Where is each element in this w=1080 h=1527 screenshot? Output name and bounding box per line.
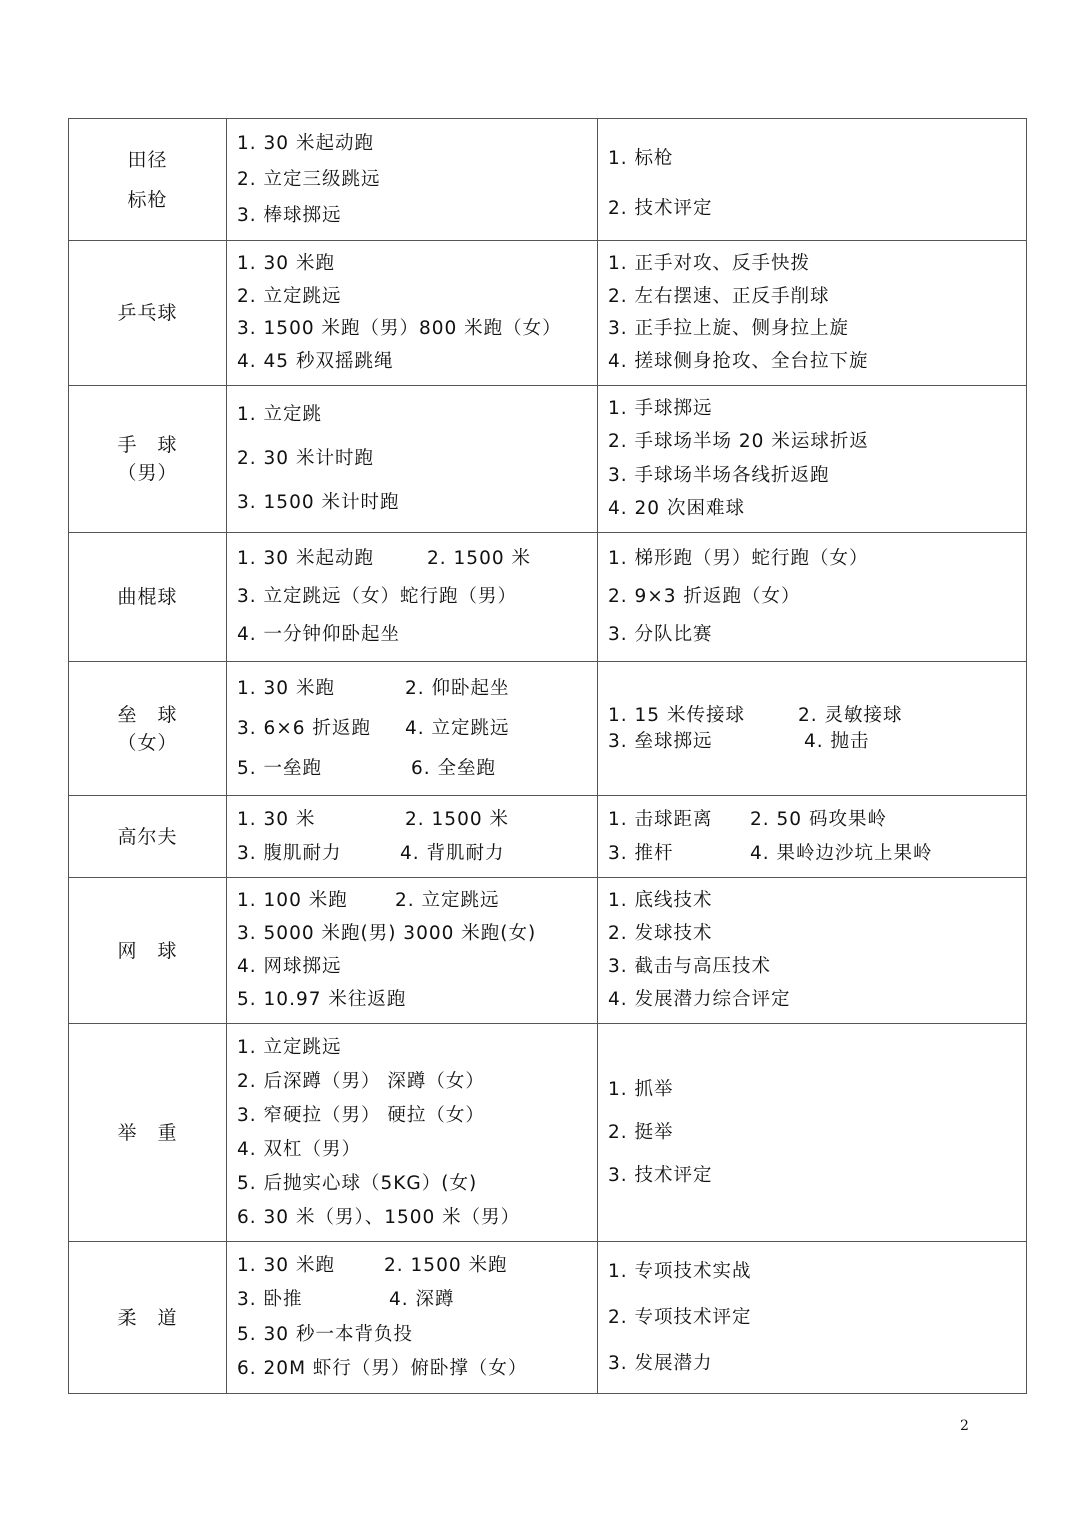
list-item: 6. 全垒跑 [411, 757, 497, 779]
list-item: 1. 手球掷远 [608, 398, 713, 420]
list-item: 1. 专项技术实战 [608, 1260, 752, 1282]
list-item: 2. 发球技术 [608, 923, 713, 944]
list-item: 4. 双杠（男） [237, 1138, 362, 1160]
sport-name: 高尔夫 [117, 825, 178, 848]
table-row [69, 878, 1027, 1024]
general-items-cell [227, 119, 598, 241]
list-item: 2. 1500 米 [405, 808, 509, 830]
list-item: 2. 立定跳远 [395, 890, 500, 911]
specific-items-cell [598, 1242, 1027, 1394]
list-item: 2. 专项技术评定 [608, 1306, 752, 1328]
list-item: 2. 仰卧起坐 [405, 677, 510, 699]
list-item: 2. 灵敏接球 [798, 704, 903, 726]
sport-name: 柔 道 [117, 1306, 178, 1329]
list-item: 1. 抓举 [608, 1078, 674, 1100]
list-item: 1. 正手对攻、反手快拨 [608, 252, 811, 274]
sport-cell [69, 878, 227, 1024]
sport-name: （女） [117, 731, 178, 754]
list-item: 1. 30 米 [237, 808, 316, 830]
specific-items-cell [598, 241, 1027, 386]
list-item-pair [237, 1287, 589, 1313]
table-row [69, 241, 1027, 386]
list-item: 2. 9×3 折返跑（女） [608, 585, 801, 607]
general-items-cell [227, 533, 598, 662]
list-item: 4. 深蹲 [389, 1289, 455, 1311]
list-item-pair [237, 676, 589, 702]
specific-items-cell [598, 662, 1027, 796]
list-item: 2. 50 码攻果岭 [750, 808, 887, 830]
specific-items-cell [598, 878, 1027, 1024]
list-item: 3. 棒球掷远 [237, 204, 342, 226]
list-item-pair [608, 807, 1018, 833]
test-items-table [68, 118, 1027, 1394]
sport-name: 举 重 [117, 1121, 178, 1144]
list-item: 4. 抛击 [804, 730, 870, 752]
list-item: 1. 底线技术 [608, 890, 713, 911]
list-item: 4. 立定跳远 [405, 717, 510, 739]
specific-items-cell [598, 386, 1027, 533]
list-item: 6. 20M 虾行（男）俯卧撑（女） [237, 1358, 528, 1380]
sport-cell [69, 1242, 227, 1394]
list-item: 3. 发展潜力 [608, 1352, 713, 1374]
table-row [69, 119, 1027, 241]
list-item: 2. 挺举 [608, 1121, 674, 1143]
list-item: 3. 6×6 折返跑 [237, 717, 371, 739]
sport-cell [69, 796, 227, 878]
list-item: 3. 立定跳远（女）蛇行跑（男） [237, 585, 518, 607]
table-row [69, 796, 1027, 878]
list-item: 1. 30 米跑 [237, 677, 335, 699]
list-item: 4. 果岭边沙坑上果岭 [750, 842, 933, 864]
general-items-cell [227, 878, 598, 1024]
list-item: 3. 分队比赛 [608, 624, 713, 646]
sport-cell [69, 386, 227, 533]
sport-name: 乒乓球 [117, 302, 178, 324]
list-item: 1. 30 米跑 [237, 252, 335, 274]
list-item: 2. 后深蹲（男） 深蹲（女） [237, 1070, 485, 1092]
list-item-pair [237, 888, 589, 914]
list-item: 4. 网球掷远 [237, 956, 342, 977]
list-item-pair [608, 703, 1018, 729]
list-item: 3. 5000 米跑(男) 3000 米跑(女) [237, 923, 537, 944]
list-item: 3. 手球场半场各线折返跑 [608, 464, 830, 486]
list-item: 3. 腹肌耐力 [237, 842, 342, 864]
list-item: 3. 截击与高压技术 [608, 956, 772, 977]
specific-items-cell [598, 796, 1027, 878]
sport-cell [69, 533, 227, 662]
table-row [69, 1024, 1027, 1242]
general-items-cell [227, 386, 598, 533]
list-item: 4. 45 秒双摇跳绳 [237, 351, 394, 373]
sport-name: 网 球 [117, 939, 178, 962]
list-item-pair [237, 1253, 589, 1279]
specific-items-cell [598, 119, 1027, 241]
specific-items-cell [598, 1024, 1027, 1242]
list-item-pair [237, 716, 589, 742]
sport-cell [69, 662, 227, 796]
list-item: 3. 卧推 [237, 1289, 303, 1311]
page-number: 2 [960, 1418, 969, 1434]
list-item: 1. 30 米起动跑 [237, 547, 374, 569]
table-row [69, 662, 1027, 796]
specific-items-cell [598, 533, 1027, 662]
general-items-cell [227, 1242, 598, 1394]
list-item: 3. 推杆 [608, 842, 674, 864]
general-items-cell [227, 241, 598, 386]
list-item: 1. 100 米跑 [237, 890, 348, 911]
list-item: 3. 垒球掷远 [608, 730, 713, 752]
general-items-cell [227, 662, 598, 796]
list-item: 5. 30 秒一本背负投 [237, 1323, 413, 1345]
sport-cell [69, 241, 227, 386]
list-item: 1. 梯形跑（男）蛇行跑（女） [608, 547, 869, 569]
sport-name: 田径 [127, 148, 168, 171]
list-item: 1. 30 米跑 [237, 1254, 335, 1276]
sport-cell [69, 1024, 227, 1242]
list-item: 2. 技术评定 [608, 197, 713, 219]
list-item: 5. 后抛实心球（5KG）(女) [237, 1172, 478, 1194]
list-item: 4. 搓球侧身抢攻、全台拉下旋 [608, 351, 869, 373]
list-item: 2. 立定跳远 [237, 285, 342, 307]
list-item: 1. 标枪 [608, 147, 674, 169]
list-item: 3. 技术评定 [608, 1164, 713, 1186]
sport-name: 标枪 [127, 188, 168, 211]
sport-cell [69, 119, 227, 241]
list-item: 1. 30 米起动跑 [237, 132, 374, 154]
sport-name: 手 球 [117, 434, 178, 456]
list-item: 5. 一垒跑 [237, 757, 323, 779]
list-item-pair [237, 756, 589, 782]
sport-name: （男） [117, 462, 178, 484]
list-item: 3. 1500 米跑（男）800 米跑（女） [237, 318, 562, 340]
list-item-pair [237, 807, 589, 833]
list-item: 3. 1500 米计时跑 [237, 492, 400, 514]
sport-name: 垒 球 [117, 703, 178, 726]
list-item: 2. 立定三级跳远 [237, 168, 381, 190]
list-item: 4. 一分钟仰卧起坐 [237, 624, 401, 646]
list-item: 3. 窄硬拉（男） 硬拉（女） [237, 1104, 485, 1126]
sport-name: 曲棍球 [117, 586, 178, 608]
table-row [69, 533, 1027, 662]
list-item: 2. 1500 米跑 [384, 1254, 508, 1276]
list-item: 2. 手球场半场 20 米运球折返 [608, 431, 869, 453]
list-item: 1. 15 米传接球 [608, 704, 745, 726]
list-item: 4. 20 次困难球 [608, 497, 745, 519]
general-items-cell [227, 1024, 598, 1242]
list-item: 2. 1500 米 [427, 547, 531, 569]
list-item: 6. 30 米（男）、1500 米（男） [237, 1206, 521, 1228]
list-item: 5. 10.97 米往返跑 [237, 989, 407, 1010]
list-item: 1. 击球距离 [608, 808, 713, 830]
list-item: 2. 30 米计时跑 [237, 447, 374, 469]
list-item: 1. 立定跳远 [237, 1036, 342, 1058]
list-item: 4. 背肌耐力 [400, 842, 505, 864]
list-item: 3. 正手拉上旋、侧身拉上旋 [608, 318, 850, 340]
list-item-pair [608, 729, 1018, 755]
list-item: 4. 发展潜力综合评定 [608, 989, 791, 1010]
list-item: 1. 立定跳 [237, 403, 323, 425]
list-item-pair [237, 546, 589, 572]
list-item-pair [237, 841, 589, 867]
table-row [69, 1242, 1027, 1394]
general-items-cell [227, 796, 598, 878]
list-item-pair [608, 841, 1018, 867]
list-item: 2. 左右摆速、正反手削球 [608, 285, 830, 307]
table-row [69, 386, 1027, 533]
